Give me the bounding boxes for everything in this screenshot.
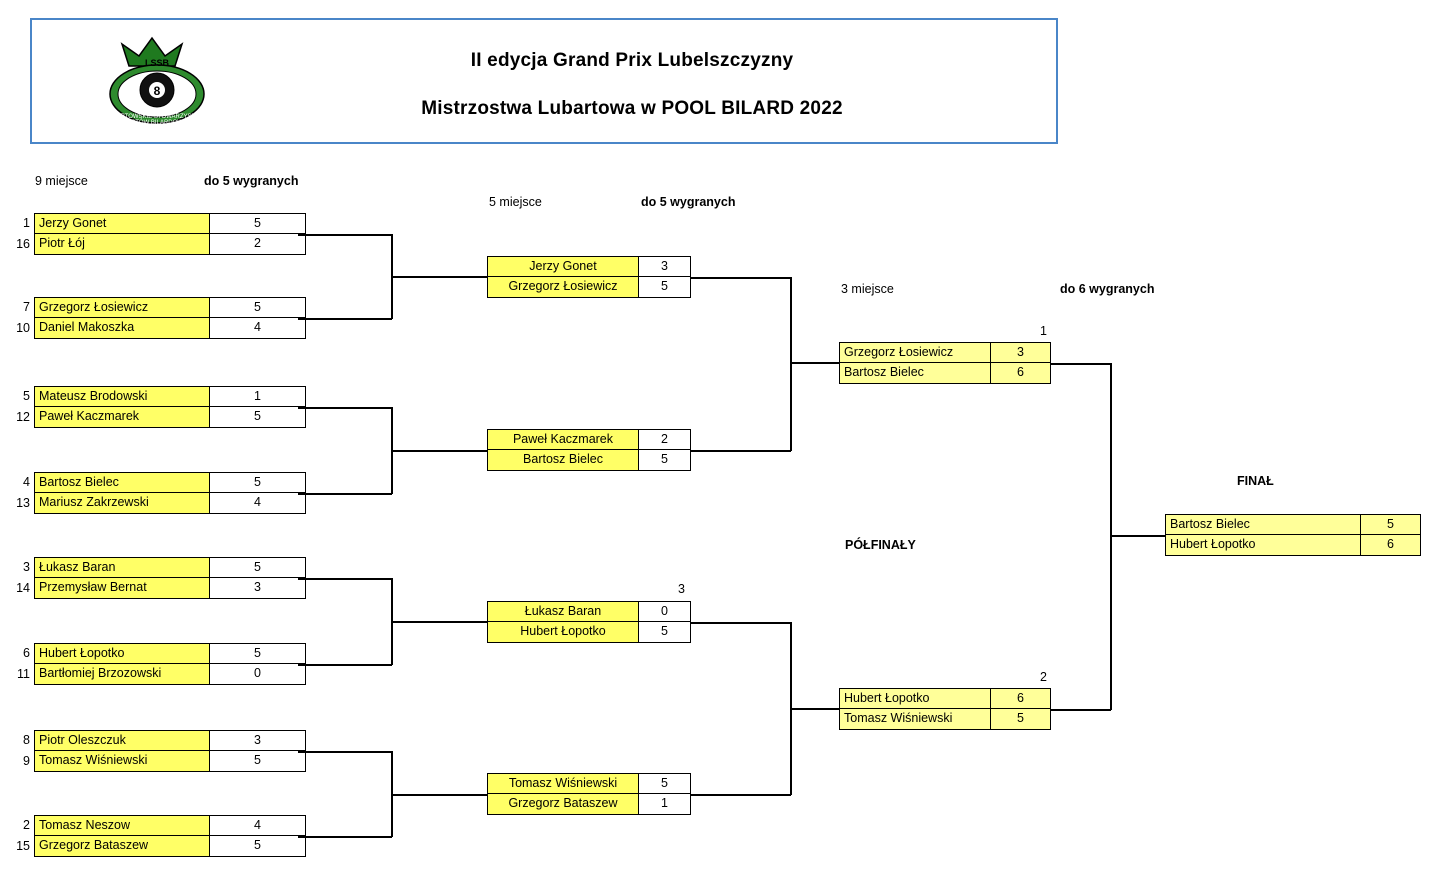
player-name: Daniel Makoszka — [34, 318, 210, 339]
label-round16-format: do 5 wygranych — [204, 174, 299, 188]
table-row — [10, 815, 306, 836]
svg-text:LSSB: LSSB — [144, 58, 170, 68]
match-r1-4 — [10, 472, 306, 514]
club-logo-icon — [97, 32, 227, 132]
seed-number: 12 — [16, 410, 30, 424]
connector — [790, 362, 840, 364]
player-score: 5 — [1361, 514, 1421, 535]
seed-number: 7 — [23, 300, 30, 314]
match-r1-1 — [10, 213, 306, 255]
connector — [298, 836, 392, 838]
table-row — [1165, 514, 1421, 535]
connector — [391, 621, 487, 623]
seed-number: 6 — [23, 646, 30, 660]
page-subtitle: Mistrzostwa Lubartowa w POOL BILARD 2022 — [421, 98, 843, 119]
connector — [691, 277, 791, 279]
player-name: Tomasz Wiśniewski — [487, 773, 639, 794]
seed-number: 11 — [17, 667, 30, 681]
match-r2-2 — [487, 429, 691, 471]
table-row — [10, 730, 306, 751]
player-name: Mateusz Brodowski — [34, 386, 210, 407]
player-name: Grzegorz Bataszew — [487, 794, 639, 815]
seed-number: 2 — [23, 818, 30, 832]
table-row — [487, 601, 691, 622]
player-name: Piotr Oleszczuk — [34, 730, 210, 751]
player-name: Grzegorz Łosiewicz — [34, 297, 210, 318]
match-r1-8 — [10, 815, 306, 857]
player-score: 3 — [639, 256, 691, 277]
player-name: Hubert Łopotko — [839, 688, 991, 709]
seed-number: 9 — [23, 754, 30, 768]
match-r2-4 — [487, 773, 691, 815]
player-score: 5 — [210, 751, 306, 772]
connector — [298, 234, 392, 236]
seed-number: 15 — [16, 839, 30, 853]
player-name: Bartosz Bielec — [487, 450, 639, 471]
player-score: 5 — [639, 277, 691, 298]
player-name: Tomasz Neszow — [34, 815, 210, 836]
table-row — [10, 213, 306, 234]
table-row — [487, 277, 691, 298]
table-row — [487, 773, 691, 794]
label-semi-format: do 6 wygranych — [1060, 282, 1155, 296]
player-score: 5 — [639, 773, 691, 794]
player-name: Przemysław Bernat — [34, 578, 210, 599]
match-r1-5 — [10, 557, 306, 599]
seed-number: 3 — [23, 560, 30, 574]
table-row — [10, 297, 306, 318]
table-row — [839, 342, 1051, 363]
connector — [790, 277, 792, 451]
player-score: 2 — [639, 429, 691, 450]
match-final — [1165, 514, 1421, 556]
seed-number: 5 — [23, 389, 30, 403]
player-score: 5 — [210, 836, 306, 857]
svg-text:8: 8 — [153, 84, 161, 98]
player-name: Łukasz Baran — [487, 601, 639, 622]
player-score: 5 — [210, 213, 306, 234]
seed-number: 13 — [16, 496, 30, 510]
connector — [790, 708, 840, 710]
player-score: 2 — [210, 234, 306, 255]
player-score: 1 — [210, 386, 306, 407]
player-name: Bartosz Bielec — [1165, 514, 1361, 535]
player-name: Łukasz Baran — [34, 557, 210, 578]
player-score: 6 — [1361, 535, 1421, 556]
connector — [691, 794, 791, 796]
player-name: Piotr Łój — [34, 234, 210, 255]
table-row — [10, 664, 306, 685]
player-name: Bartosz Bielec — [34, 472, 210, 493]
player-score: 6 — [991, 363, 1051, 384]
connector — [691, 622, 791, 624]
table-row — [1165, 535, 1421, 556]
table-row — [839, 363, 1051, 384]
table-row — [487, 794, 691, 815]
seed-number: 8 — [23, 733, 30, 747]
connector — [1110, 535, 1166, 537]
seed-number: 14 — [16, 581, 30, 595]
page-title: II edycja Grand Prix Lubelszczyzny — [470, 50, 794, 71]
player-name: Paweł Kaczmarek — [487, 429, 639, 450]
player-name: Hubert Łopotko — [34, 643, 210, 664]
player-score: 5 — [210, 297, 306, 318]
table-row — [10, 643, 306, 664]
player-name: Mariusz Zakrzewski — [34, 493, 210, 514]
player-score: 6 — [991, 688, 1051, 709]
connector — [298, 751, 392, 753]
player-score: 4 — [210, 493, 306, 514]
player-score: 3 — [210, 730, 306, 751]
connector — [691, 450, 791, 452]
match-r2-1 — [487, 256, 691, 298]
table-row — [10, 472, 306, 493]
label-round16-place: 9 miejsce — [35, 174, 88, 188]
player-score: 4 — [210, 815, 306, 836]
seed-number: 10 — [16, 321, 30, 335]
player-name: Grzegorz Bataszew — [34, 836, 210, 857]
player-name: Bartłomiej Brzozowski — [34, 664, 210, 685]
player-name: Jerzy Gonet — [34, 213, 210, 234]
player-score: 5 — [639, 622, 691, 643]
match-semifinal-1 — [839, 342, 1051, 384]
match-r1-6 — [10, 643, 306, 685]
table-row — [487, 429, 691, 450]
header-banner — [30, 18, 1058, 144]
connector — [391, 450, 487, 452]
match-r2-3 — [487, 601, 691, 643]
table-row — [10, 234, 306, 255]
player-name: Grzegorz Łosiewicz — [487, 277, 639, 298]
header-title-group — [232, 50, 1032, 120]
table-row — [487, 450, 691, 471]
table-row — [10, 578, 306, 599]
connector — [391, 794, 487, 796]
match-r1-2 — [10, 297, 306, 339]
label-quarter-place: 5 miejsce — [489, 195, 542, 209]
connector — [298, 664, 392, 666]
match-r1-7 — [10, 730, 306, 772]
table-row — [10, 407, 306, 428]
table-row — [10, 751, 306, 772]
player-score: 0 — [639, 601, 691, 622]
label-semifinals: PÓŁFINAŁY — [845, 538, 916, 552]
player-score: 5 — [210, 643, 306, 664]
player-score: 5 — [210, 557, 306, 578]
player-name: Paweł Kaczmarek — [34, 407, 210, 428]
label-final: FINAŁ — [1237, 474, 1274, 488]
label-quarter-format: do 5 wygranych — [641, 195, 736, 209]
player-name: Hubert Łopotko — [487, 622, 639, 643]
table-row — [10, 386, 306, 407]
player-score: 5 — [210, 407, 306, 428]
match-r1-3 — [10, 386, 306, 428]
seed-number: 16 — [16, 237, 30, 251]
table-row — [10, 318, 306, 339]
seed-number: 1 — [23, 216, 30, 230]
connector — [298, 407, 392, 409]
table-row — [487, 256, 691, 277]
table-row — [839, 688, 1051, 709]
label-semi-place: 3 miejsce — [841, 282, 894, 296]
player-score: 5 — [639, 450, 691, 471]
player-name: Grzegorz Łosiewicz — [839, 342, 991, 363]
player-score: 1 — [639, 794, 691, 815]
player-score: 4 — [210, 318, 306, 339]
seed-number: 4 — [23, 475, 30, 489]
table-row — [487, 622, 691, 643]
table-row — [10, 557, 306, 578]
connector — [298, 493, 392, 495]
connector — [391, 276, 487, 278]
connector — [1051, 363, 1111, 365]
player-score: 3 — [991, 342, 1051, 363]
table-row — [10, 493, 306, 514]
player-name: Tomasz Wiśniewski — [34, 751, 210, 772]
connector — [298, 578, 392, 580]
player-score: 0 — [210, 664, 306, 685]
player-name: Jerzy Gonet — [487, 256, 639, 277]
table-row — [10, 836, 306, 857]
match-sf-2-tag: 2 — [1040, 670, 1047, 684]
svg-text:LUBARTOWSKIE STOWARZYSZENIE: LUBARTOWSKIE STOWARZYSZENIE — [104, 114, 210, 120]
player-score: 3 — [210, 578, 306, 599]
player-name: Bartosz Bielec — [839, 363, 991, 384]
player-score: 5 — [991, 709, 1051, 730]
table-row — [839, 709, 1051, 730]
player-score: 5 — [210, 472, 306, 493]
match-r2-3-tag: 3 — [678, 582, 685, 596]
connector — [298, 318, 392, 320]
match-sf-1-tag: 1 — [1040, 324, 1047, 338]
connector — [1051, 709, 1111, 711]
player-name: Hubert Łopotko — [1165, 535, 1361, 556]
svg-text:SPORTÓW BILARDOWYCH: SPORTÓW BILARDOWYCH — [118, 120, 196, 126]
match-semifinal-2 — [839, 688, 1051, 730]
player-name: Tomasz Wiśniewski — [839, 709, 991, 730]
